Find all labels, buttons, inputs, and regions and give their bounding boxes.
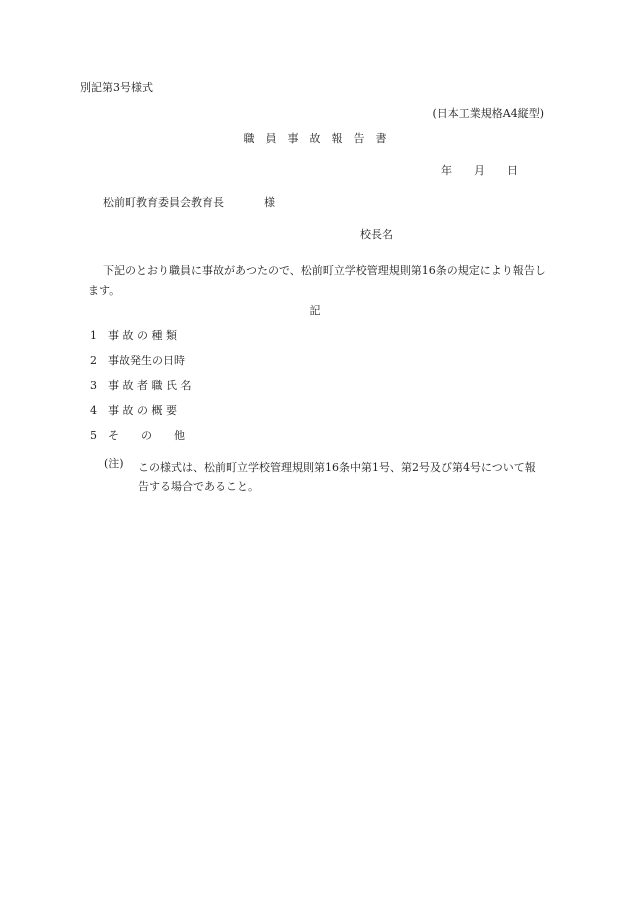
addressee-honorific: 様	[264, 196, 275, 209]
body-paragraph: 下記のとおり職員に事故があつたので、松前町立学校管理規則第16条の規定により報告します。	[88, 264, 546, 297]
document-title-text: 職 員 事 故 報 告 書	[243, 132, 387, 145]
list-item-label: 事 故 者 職 氏 名	[108, 379, 192, 392]
date-day: 日	[507, 164, 518, 177]
date-month: 月	[474, 164, 485, 177]
list-item-number: 3	[90, 379, 97, 392]
form-number-label: 別記第3号様式	[80, 81, 153, 94]
list-item-label: そ の 他	[108, 429, 185, 442]
principal-name-label: 校長名	[360, 228, 393, 241]
list-item-number: 1	[90, 329, 97, 342]
list-item-label: 事 故 の 種 類	[108, 329, 177, 342]
note-label: (注)	[104, 457, 124, 470]
paper-size-note: (日本工業規格A4縦型)	[432, 107, 544, 120]
list-item-label: 事故発生の日時	[108, 354, 185, 367]
addressee	[103, 197, 275, 208]
addressee-name: 松前町教育委員会教育長	[103, 196, 224, 209]
list-item	[90, 430, 185, 441]
list-item	[90, 330, 177, 341]
list-item	[90, 405, 177, 416]
list-item-label: 事 故 の 概 要	[108, 404, 177, 417]
document-title	[0, 133, 630, 144]
list-item	[90, 355, 185, 366]
note-text	[138, 458, 548, 496]
list-item-number: 2	[90, 354, 97, 367]
ki-heading: 記	[309, 304, 321, 317]
date-row	[441, 165, 518, 176]
list-item-number: 4	[90, 404, 97, 417]
list-item-number: 5	[90, 429, 97, 442]
date-year: 年	[441, 164, 452, 177]
note-text-line1: この様式は、松前町立学校管理規則第16条中第1号、第2号及び第4号について報	[138, 461, 536, 474]
list-item	[90, 380, 191, 391]
note-text-line2: 告する場合であること。	[138, 480, 259, 493]
